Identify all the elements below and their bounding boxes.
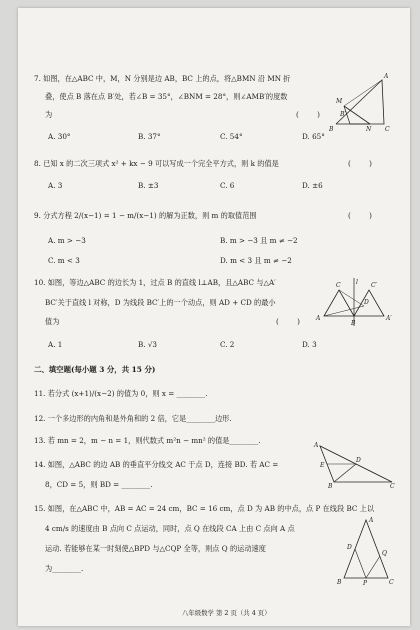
q15-line-3: 运动. 若能够在某一时刻使△BPD 与△CQP 全等，则点 Q 的运动速度 [45, 544, 266, 553]
q10-answer-paren: ( ) [276, 317, 300, 326]
q7-option-b: B. 37° [138, 132, 161, 141]
q10-label-c-prime: C′ [371, 282, 377, 289]
q10-option-d: D. 3 [302, 340, 317, 349]
q12-text: 12. 一个多边形的内角和是外角和的 2 倍，它是________边形. [34, 414, 232, 423]
q10-label-a: A [316, 315, 321, 322]
q15-label-a: A [369, 517, 374, 524]
q10-line-2: BC′关于直线 l 对称，D 为线段 BC′上的一个动点，则 AD + CD 的最小 [45, 298, 276, 307]
section-fill-in-blanks-heading: 二、填空题(每小题 3 分，共 15 分) [34, 365, 156, 374]
q8-line-1: 8. 已知 x 的二次三项式 x² + kx − 9 可以写成一个完全平方式，则 k 的值是 [34, 159, 279, 168]
q10-option-a: A. 1 [48, 340, 63, 349]
q15-line-4: 为________. [45, 564, 84, 573]
q10-label-a-prime: A′ [386, 315, 392, 322]
q14-label-e: E [320, 462, 325, 469]
q15-label-q: Q [382, 550, 387, 557]
q10-option-c: C. 2 [220, 340, 235, 349]
q10-symmetric-triangles-figure [314, 276, 398, 328]
q15-label-b: B [337, 579, 342, 586]
q7-option-d: D. 65° [302, 132, 325, 141]
q8-option-d: D. ±6 [302, 181, 323, 190]
q9-option-d: D. m < 3 且 m ≠ −2 [220, 256, 292, 265]
exam-page [18, 8, 410, 626]
q7-label-a: A [384, 73, 389, 80]
q8-option-a: A. 3 [48, 181, 63, 190]
q14-label-a: A [314, 442, 319, 449]
q9-option-c: C. m < 3 [48, 256, 80, 265]
q15-line-2: 4 cm/s 的速度由 B 点向 C 点运动，同时，点 Q 在线段 CA 上由 C 点向 A 点 [45, 524, 295, 533]
q10-option-b: B. √3 [138, 340, 158, 349]
q14-label-c: C [390, 483, 395, 490]
q7-label-m: M [336, 98, 343, 105]
q9-answer-paren: ( ) [348, 211, 372, 220]
q7-option-a: A. 30° [48, 132, 71, 141]
q7-answer-paren: ( ) [296, 110, 320, 119]
q10-label-c: C [336, 282, 341, 289]
q7-triangle-figure [326, 70, 396, 132]
q14-label-b: B [328, 483, 333, 490]
page-footer: 八年级数学 第 2 页（共 4 页） [182, 609, 271, 617]
q7-line-1: 7. 如图，在△ABC 中，M，N 分别是边 AB，BC 上的点，将△BMN 沿 MN 折 [34, 74, 291, 83]
q9-line-1: 9. 分式方程 2/(x−1) = 1 − m/(x−1) 的解为正数，则 m 的取值范围 [34, 211, 257, 220]
q10-line-3: 值为 [45, 317, 60, 326]
q10-label-b: B [351, 320, 356, 327]
q8-answer-paren: ( ) [348, 159, 372, 168]
q10-line-1: 10. 如图，等边△ABC 的边长为 1，过点 B 的直线 l⊥AB，且△ABC 与△A′ [34, 278, 276, 287]
q15-label-d: D [347, 544, 352, 551]
q7-line-2: 叠，使点 B 落在点 B′处，若∠B = 35°，∠BNM = 28°，则∠AMB′的度数 [45, 92, 288, 101]
q7-label-b-prime: B′ [340, 111, 346, 118]
q15-line-1: 15. 如图，在△ABC 中，AB = AC = 24 cm，BC = 16 cm，点 D 为 AB 的中点，点 P 在线段 BC 上以 [34, 504, 375, 513]
q10-label-l: l [356, 279, 358, 286]
q15-label-p: P [363, 580, 368, 587]
q8-option-c: C. 6 [220, 181, 235, 190]
q7-label-n: N [366, 126, 372, 133]
q13-text: 13. 若 mn = 2，m − n = 1，则代数式 m²n − mn² 的值是________. [34, 436, 261, 445]
q7-label-c: C [385, 126, 390, 133]
q7-line-3: 为 [45, 110, 53, 119]
q11-text: 11. 若分式 (x+1)/(x−2) 的值为 0，则 x = ________. [34, 389, 208, 398]
q15-isosceles-triangle-figure [336, 516, 396, 586]
q9-option-b: B. m > −3 且 m ≠ −2 [220, 236, 298, 245]
q14-line-2: 8，CD = 5，则 BD = ________. [45, 480, 153, 489]
q14-triangle-figure [310, 438, 396, 488]
q7-option-c: C. 54° [220, 132, 243, 141]
q7-label-b: B [329, 126, 334, 133]
q9-option-a: A. m > −3 [48, 236, 86, 245]
q15-label-c: C [389, 579, 394, 586]
q8-option-b: B. ±3 [138, 181, 159, 190]
q14-line-1: 14. 如图，△ABC 的边 AB 的垂直平分线交 AC 于点 D，连接 BD. 若 AC = [34, 460, 279, 469]
q14-label-d: D [356, 457, 361, 464]
q10-label-d: D [364, 299, 369, 306]
